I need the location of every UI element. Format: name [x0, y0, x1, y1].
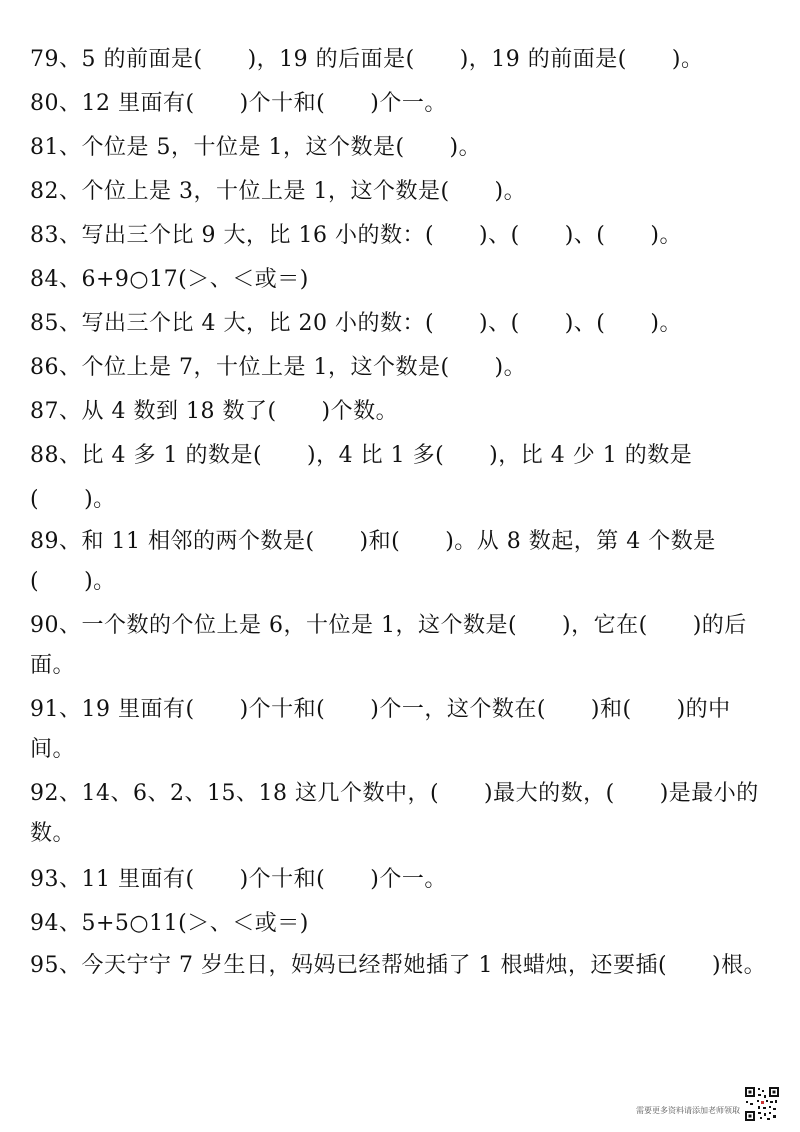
question-93: 93、11 里面有( )个十和( )个一。 — [30, 867, 447, 892]
question-92: 92、14、6、2、15、18 这几个数中，( )最大的数，( )是最小的数。 — [30, 781, 759, 846]
question-87: 87、从 4 数到 18 数了( )个数。 — [30, 399, 399, 424]
question-90: 90、一个数的个位上是 6，十位是 1，这个数是( )，它在( )的后面。 — [30, 613, 747, 678]
question-84: 84、6+9○17(＞、＜或＝) — [30, 267, 309, 292]
question-94: 94、5+5○11(＞、＜或＝) — [30, 911, 309, 936]
question-88: 88、比 4 多 1 的数是( )，4 比 1 多( )，比 4 少 1 的数是( )。 — [30, 443, 693, 512]
question-81: 81、个位是 5，十位是 1，这个数是( )。 — [30, 135, 482, 160]
qr-code-icon — [744, 1086, 780, 1122]
question-85: 85、写出三个比 4 大，比 20 小的数：( )、( )、( )。 — [30, 311, 682, 336]
question-89: 89、和 11 相邻的两个数是( )和( )。从 8 数起，第 4 个数是( )。 — [30, 529, 716, 594]
question-80: 80、12 里面有( )个十和( )个一。 — [30, 91, 447, 116]
question-79: 79、5 的前面是( )，19 的后面是( )，19 的前面是( )。 — [30, 47, 704, 72]
question-82: 82、个位上是 3，十位上是 1，这个数是( )。 — [30, 179, 527, 204]
question-91: 91、19 里面有( )个十和( )个一，这个数在( )和( )的中间。 — [30, 697, 731, 762]
question-95: 95、今天宁宁 7 岁生日，妈妈已经帮她插了 1 根蜡烛，还要插( )根。 — [30, 953, 767, 978]
worksheet — [30, 38, 770, 990]
question-83: 83、写出三个比 9 大，比 16 小的数：( )、( )、( )。 — [30, 223, 682, 248]
footer-note: 需要更多资料请添加老师领取 — [636, 1106, 740, 1115]
question-86: 86、个位上是 7，十位上是 1，这个数是( )。 — [30, 355, 527, 380]
